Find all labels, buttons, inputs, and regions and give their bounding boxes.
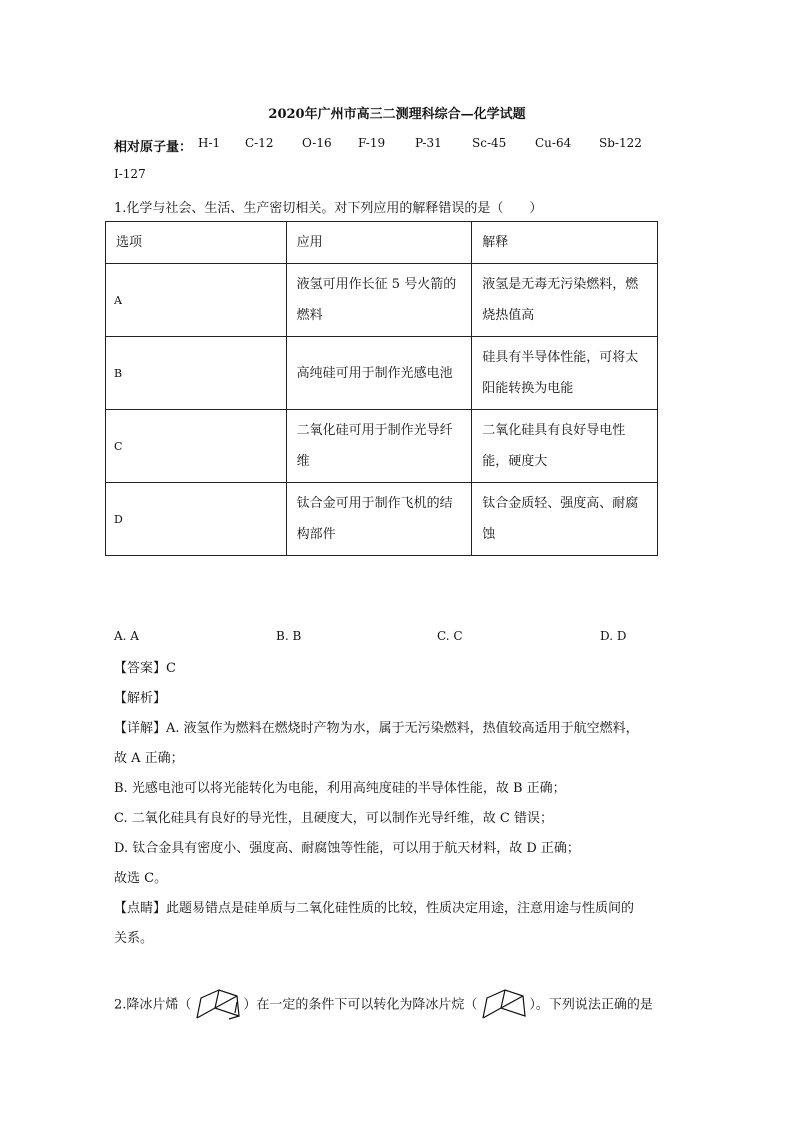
option-cell: D [106, 483, 287, 556]
norbornene-structure-icon [191, 984, 243, 1026]
q1-table [105, 221, 658, 556]
atomic-mass-item: I-127 [114, 167, 146, 181]
table-header-row [106, 222, 658, 264]
choice-a: A. A [114, 629, 139, 643]
detail-line: B. 光感电池可以将光能转化为电能，利用高纯度硅的半导体性能，故 B 正确； [114, 781, 566, 796]
detail-line: C. 二氧化硅具有良好的导光性，且硬度大，可以制作光导纤维，故 C 错误； [114, 811, 553, 826]
cell-line: 蚀 [482, 527, 496, 542]
atomic-mass-item: Sc-45 [472, 136, 507, 150]
detail-line: 故 A 正确； [114, 751, 184, 766]
option-cell: C [106, 410, 287, 483]
table-header-cell: 应用 [286, 222, 472, 264]
atomic-mass-item: Sb-122 [599, 136, 642, 150]
detail-line: 故选 C。 [114, 871, 168, 886]
table-row [106, 337, 658, 410]
explanation-cell [472, 337, 658, 410]
q2-text: ）。下列说法正确的是 [529, 997, 653, 1013]
cell-line: 阳能转换为电能 [482, 381, 574, 396]
atomic-mass-item: H-1 [198, 136, 221, 150]
table-row [106, 483, 658, 556]
detail-line: D. 钛合金具有密度小、强度高、耐腐蚀等性能，可以用于航天材料，故 D 正确； [114, 841, 580, 856]
explanation-cell [472, 264, 658, 337]
cell-line: 二氧化硅可用于制作光导纤 [296, 423, 453, 438]
application-cell [286, 410, 472, 483]
cell-line: 燃料 [296, 308, 323, 323]
detail-line: 【详解】A. 液氢作为燃料在燃烧时产物为水，属于无污染燃料，热值较高适用于航空燃料， [114, 721, 639, 736]
cell-line: 钛合金质轻、强度高、耐腐 [482, 496, 639, 511]
atomic-mass-item: Cu-64 [535, 136, 572, 150]
cell-line: 烧热值高 [482, 308, 535, 323]
norbornane-structure-icon [477, 984, 529, 1026]
q2-stem [114, 984, 653, 1026]
atomic-masses-label: 相对原子量： [114, 140, 193, 155]
atomic-mass-item: C-12 [245, 136, 274, 150]
option-cell: A [106, 264, 287, 337]
explanation-cell [472, 410, 658, 483]
atomic-mass-item: P-31 [415, 136, 442, 150]
choice-b: B. B [276, 629, 302, 643]
q2-text: ）在一定的条件下可以转化为降冰片烷（ [243, 997, 478, 1013]
note-line: 关系。 [114, 931, 154, 946]
cell-line: 构部件 [296, 527, 336, 542]
application-cell [286, 337, 472, 410]
cell-line: 维 [296, 454, 310, 469]
cell-line: 二氧化硅具有良好导电性 [482, 423, 626, 438]
answer-line: 【答案】C [114, 661, 176, 676]
cell-line: 硅具有半导体性能，可将太 [482, 350, 639, 365]
answer-section [114, 654, 684, 954]
application-cell [286, 264, 472, 337]
application-cell [286, 483, 472, 556]
choice-c: C. C [437, 629, 463, 643]
option-cell: B [106, 337, 287, 410]
table-header-cell: 选项 [106, 222, 287, 264]
analysis-label: 【解析】 [114, 691, 167, 706]
cell-line: 能，硬度大 [482, 454, 548, 469]
choice-d: D. D [600, 629, 627, 643]
cell-line: 高纯硅可用于制作光感电池 [296, 365, 453, 381]
q2-text: 2.降冰片烯（ [114, 997, 192, 1013]
atomic-mass-item: F-19 [358, 136, 386, 150]
cell-line: 钛合金可用于制作飞机的结 [296, 496, 453, 511]
explanation-cell [472, 483, 658, 556]
table-row [106, 264, 658, 337]
cell-line: 液氢可用作长征 5 号火箭的 [296, 277, 457, 292]
atomic-mass-item: O-16 [302, 136, 332, 150]
note-line: 【点睛】此题易错点是硅单质与二氧化硅性质的比较，性质决定用途，注意用途与性质间的 [114, 901, 635, 916]
table-row [106, 410, 658, 483]
page-title: 2020年广州市高三二测理科综合—化学试题 [268, 107, 526, 122]
q1-stem: 1.化学与社会、生活、生产密切相关。对下列应用的解释错误的是（ ） [114, 201, 543, 216]
cell-line: 液氢是无毒无污染燃料，燃 [482, 277, 639, 292]
table-header-cell: 解释 [472, 222, 658, 264]
